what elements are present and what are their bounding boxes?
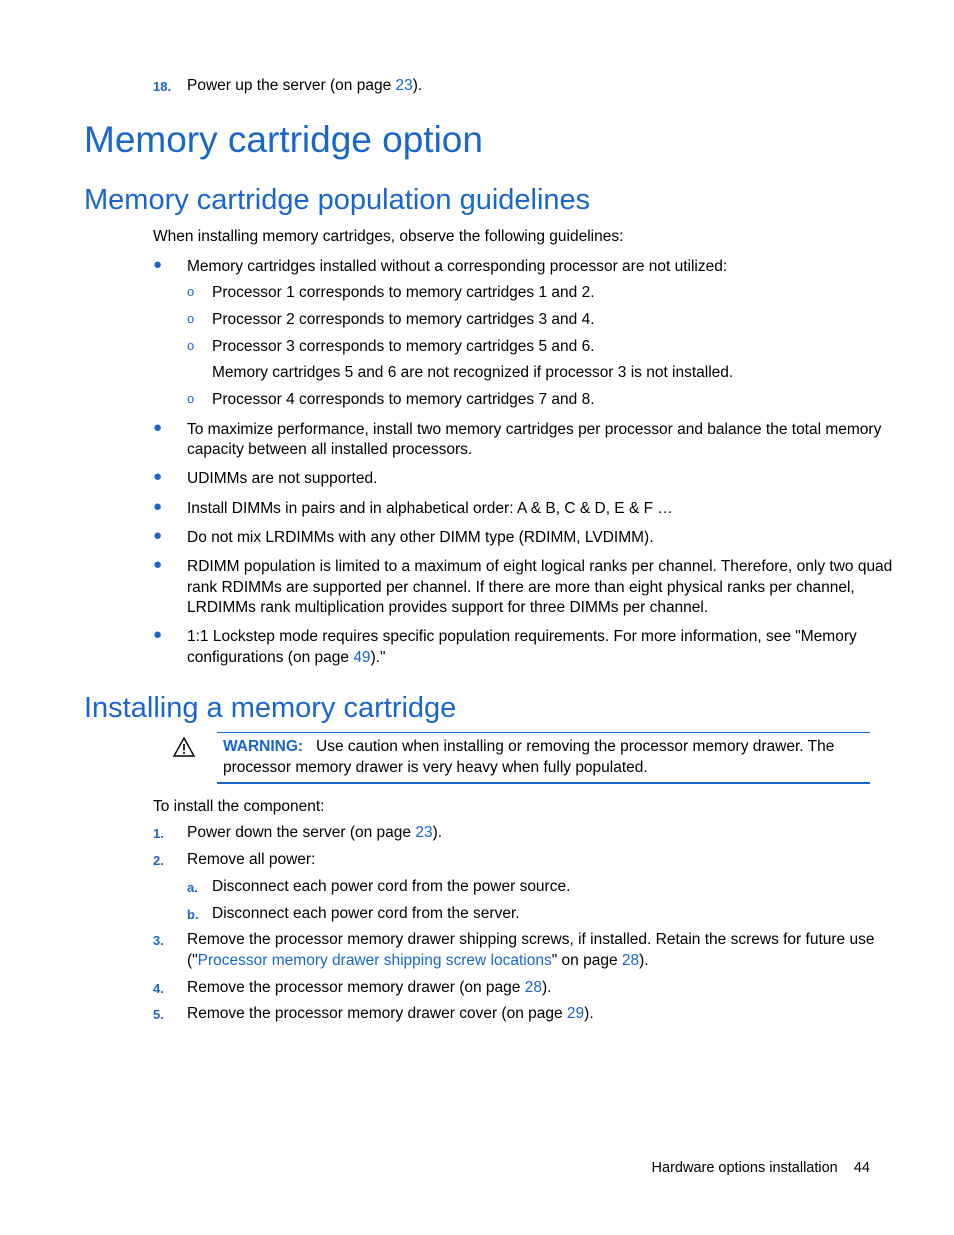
substep-text: Disconnect each power cord from the server. xyxy=(212,905,520,922)
footer-section: Hardware options installation xyxy=(651,1160,838,1176)
bullet-text: RDIMM population is limited to a maximum of eight logical ranks per channel. Therefore, only two quad xyxy=(187,558,893,575)
sub-bullet-text: Processor 2 corresponds to memory cartridges 3 and 4. xyxy=(212,311,595,328)
install-intro: To install the component: xyxy=(153,798,325,815)
bullet-text: Memory cartridges installed without a corresponding processor are not utilized: xyxy=(187,258,728,275)
warning-label: WARNING: xyxy=(223,738,304,755)
page-link[interactable]: 23 xyxy=(395,77,413,94)
step-18-text: Power up the server (on page 23). xyxy=(187,77,423,94)
page-number: 44 xyxy=(853,1160,870,1176)
section-heading-population: Memory cartridge population guidelines xyxy=(84,184,591,216)
warning-top-rule xyxy=(217,732,870,733)
sub-bullet-marker: o xyxy=(187,338,195,353)
step-number: 3. xyxy=(153,933,164,948)
step-text: Power down the server (on page 23). xyxy=(187,824,443,841)
page-link[interactable]: 49 xyxy=(353,649,371,666)
page-link[interactable]: 28 xyxy=(524,979,542,996)
bullet-marker: ● xyxy=(153,256,163,273)
bullet-text-cont: rank RDIMMs are supported per channel. If there are more than eight physical ranks per channel, xyxy=(187,579,855,596)
step-number: 2. xyxy=(153,853,164,868)
step-text-cont: ("Processor memory drawer shipping screw locations" on page 28). xyxy=(187,952,649,969)
bullet-text: UDIMMs are not supported. xyxy=(187,470,378,487)
warning-triangle-icon xyxy=(173,737,195,762)
bullet-marker: ● xyxy=(153,626,163,643)
warning-bottom-rule xyxy=(217,782,870,784)
substep-letter: b. xyxy=(187,907,199,922)
step-text: Remove the processor memory drawer (on page 28). xyxy=(187,979,552,996)
substep-text: Disconnect each power cord from the power source. xyxy=(212,878,571,895)
page-footer xyxy=(652,1158,870,1178)
bullet-marker: ● xyxy=(153,498,163,515)
page-title: Memory cartridge option xyxy=(84,119,483,160)
step-number: 4. xyxy=(153,981,164,996)
step-number: 18. xyxy=(153,79,172,94)
step-text: Remove the processor memory drawer shipping screws, if installed. Retain the screws for future use xyxy=(187,931,875,948)
bullet-text-cont: LRDIMMs rank multiplication provides support for three DIMMs per channel. xyxy=(187,599,709,616)
sub-bullet-marker: o xyxy=(187,311,195,326)
sub-bullet-marker: o xyxy=(187,391,195,406)
section-heading-install: Installing a memory cartridge xyxy=(84,692,457,724)
bullet-text-cont: capacity between all installed processors. xyxy=(187,441,473,458)
sub-bullet-marker: o xyxy=(187,284,195,299)
intro-text: When installing memory cartridges, observe the following guidelines: xyxy=(153,228,624,245)
page-link[interactable]: 23 xyxy=(415,824,433,841)
sub-bullet-note: Memory cartridges 5 and 6 are not recognized if processor 3 is not installed. xyxy=(212,364,734,381)
step-number: 5. xyxy=(153,1007,164,1022)
bullet-marker: ● xyxy=(153,468,163,485)
substep-letter: a. xyxy=(187,880,198,895)
bullet-text: Install DIMMs in pairs and in alphabetical order: A & B, C & D, E & F … xyxy=(187,500,673,517)
bullet-marker: ● xyxy=(153,556,163,573)
bullet-text: 1:1 Lockstep mode requires specific population requirements. For more information, see "Memory xyxy=(187,628,857,645)
bullet-text: To maximize performance, install two memory cartridges per processor and balance the total memory xyxy=(187,421,882,438)
page-link[interactable]: 28 xyxy=(621,952,640,969)
sub-bullet-text: Processor 3 corresponds to memory cartridges 5 and 6. xyxy=(212,338,595,355)
sub-bullet-text: Processor 1 corresponds to memory cartridges 1 and 2. xyxy=(212,284,595,301)
bullet-text: Do not mix LRDIMMs with any other DIMM type (RDIMM, LVDIMM). xyxy=(187,529,654,546)
warning-text-line2: processor memory drawer is very heavy when fully populated. xyxy=(223,759,648,776)
step-text: Remove all power: xyxy=(187,851,316,868)
step-number: 1. xyxy=(153,826,164,841)
page-link[interactable]: 29 xyxy=(566,1005,585,1022)
bullet-marker: ● xyxy=(153,527,163,544)
sub-bullet-text: Processor 4 corresponds to memory cartridges 7 and 8. xyxy=(212,391,595,408)
cross-reference-link[interactable]: Processor memory drawer shipping screw locations xyxy=(197,952,552,969)
bullet-marker: ● xyxy=(153,419,163,436)
bullet-text-cont: configurations (on page 49)." xyxy=(187,649,386,666)
warning-text-line1: WARNING: Use caution when installing or removing the processor memory drawer. The xyxy=(223,738,835,755)
step-text: Remove the processor memory drawer cover (on page 29). xyxy=(187,1005,594,1022)
